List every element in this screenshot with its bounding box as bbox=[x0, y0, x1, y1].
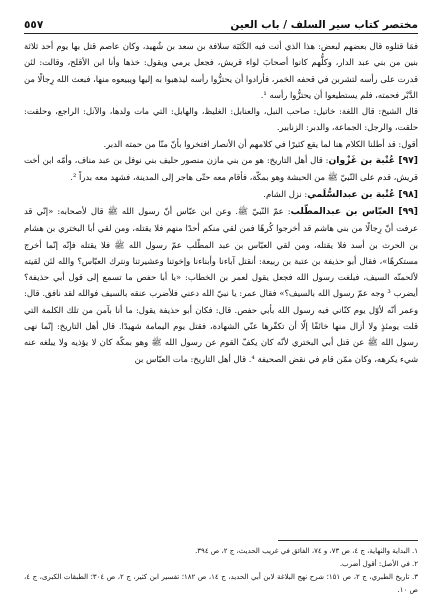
footnote-rule bbox=[278, 540, 418, 541]
paragraph-1: فمَا قتلوه قال بعضهم لبعض: هذا الذي أتت فيه الكَتَبَة سلافة بن سعد بن شُهيد، وكان عاصم قتل بها يوم أحد ثلاثة بنين من بني عبد الدار، وكلُّهم كانوا أصحابَ لواء قريش، فجعل يرمي ويقول: خذها وأنا ابن الأقلح، وقالت: لئن قدرت على رأسه لتشربن في قحفه الخمر، فأرادوا أن يحتزُّوا رأسه ليذهبوا به إليها ويبيعوه منها، فبعث الله رِجالًا من الدَّبْر فحمته، فلم يستطيعوا أن يحتزُّوا رأسه ¹. bbox=[24, 41, 418, 100]
section-97 bbox=[24, 152, 418, 186]
section-99-title: [٩٩] العبّاس بن عبدالمطّلب bbox=[290, 205, 418, 217]
section-98-title: [٩٨] عُتْبة بن عبدالسُّلَمي bbox=[307, 188, 418, 200]
footnote-3: ٣. تاريخ الطبري، ج ٢، ص ١٥١؛ شرح نهج البلاغة لابن أبي الحديد، ج ١٤، ص ١٨٢؛ تفسير ابن كثير، ج ٢، ص ٣٠٤؛ الطبقات الكبرى، ج ٤، ص ١٠. bbox=[24, 573, 418, 594]
page-number: ٥٥٧ bbox=[24, 19, 44, 31]
paragraph-3: أقول: قد أطلنا الكلام هنا لما يقع كثيرًا في كلامهم أن الأنصار افتخروا بأنّ منّا من حمته الدبر. bbox=[103, 138, 418, 149]
footnote-2: ٢. في الأصل: أقول أضرب. bbox=[339, 560, 418, 568]
section-99-text: : عمّ النّبيّ ﷺ. وعن ابن عبّاس أنّ رسول الله ﷺ قال لأصحابه: «إنّي قد عرفت أنّ رِجالًا من بني هاشم قد أخرجوا كُرهًا فمن لقي منكم أحدًا منهم فلا يقتله، ومن لقي أبا البختري بن هشام بن الحرث بن أسد فلا يقتله، ومن لقي العبّاس بن عبد المطّلب عمّ رسول الله ﷺ فلا يقتله فإنّه إنّما أخرج مستكرهًا»، فقال أبو حذيفة بن عتبة بن ربيعة: أنقتل آباءنا وأبناءنا وإخوتنا وعشيرتنا ونترك العبّاس؟ والله لئن لقيته لألحمنّه السيف، فبلغت رسول الله فجعل يقول لعمر بن الخطاب: «يا أبا حفص ما تسمع إلى قول أبي حذيفة؟ أيضرب ³ وجه عمّ رسول الله بالسيف؟» فقال عمر: يا نبيّ الله دعني فلأضرب عنقه بالسيف فوالله لقد نافق. قال: وعمر أنّه لأوّل يوم كنّاني فيه رسول الله بأبي حفص. قال: فكان أبو حذيفة يقول: ما أنا بآمن من تلك الكلمة التي قلت يومئذٍ ولا أزال منها خائفًا إلّا أن تكفّرها عنّي الشهادة، فقتل يوم اليمامة شهيدًا. قال أهل التاريخ: إنّما نهى رسول الله ﷺ عن قتل أبي البختري لأنّه كان يكفّ القوم عن رسول الله ﷺ وهو بمكّة كان لا يؤذيه ولا يبلغه عنه شيء يكرهه، وكان ممّن قام في نقض الصحيفة ⁴. قال أهل التاريخ: مات العبّاس بن bbox=[24, 205, 418, 364]
section-98 bbox=[24, 186, 418, 203]
footnote-1: ١. البداية والنهاية، ج ٤، ص ٧٣، و ٧٤، الفائق في غريب الحديث، ج ٢، ص ٣٩٤. bbox=[195, 547, 418, 555]
running-title: مختصر كتاب سير السلف / باب العين bbox=[230, 19, 418, 31]
main-text bbox=[24, 38, 418, 528]
footnotes bbox=[24, 545, 418, 597]
section-97-text: : قال أهل التاريخ: هو من بني مازن منصور حليف بني نوفل بن عبد مناف، وأمّه ابن أخت قريش، قدم على النّبيّ ﷺ من الحبشة وهو بمكّة، فأقام معه حتّى هاجر إلى المدينة، فشهد معه بدراً ². bbox=[24, 155, 418, 183]
section-97-title: [٩٧] عُتْبة بن غَزْوان bbox=[328, 155, 418, 167]
section-99 bbox=[24, 203, 418, 367]
section-98-text: : نزل الشام. bbox=[263, 188, 308, 199]
paragraph-2: قال الشيخ: قال اللغة: خاتيل: صاحب النبل، والعنابل: الغليظ، والهابل: التي مات ولدها، والآنل: الراجع، وحلقت: حلقت، والرجل: الجماعة، والدبر: الزنابير. bbox=[24, 106, 418, 133]
header-rule bbox=[24, 33, 418, 34]
running-header bbox=[24, 15, 418, 31]
